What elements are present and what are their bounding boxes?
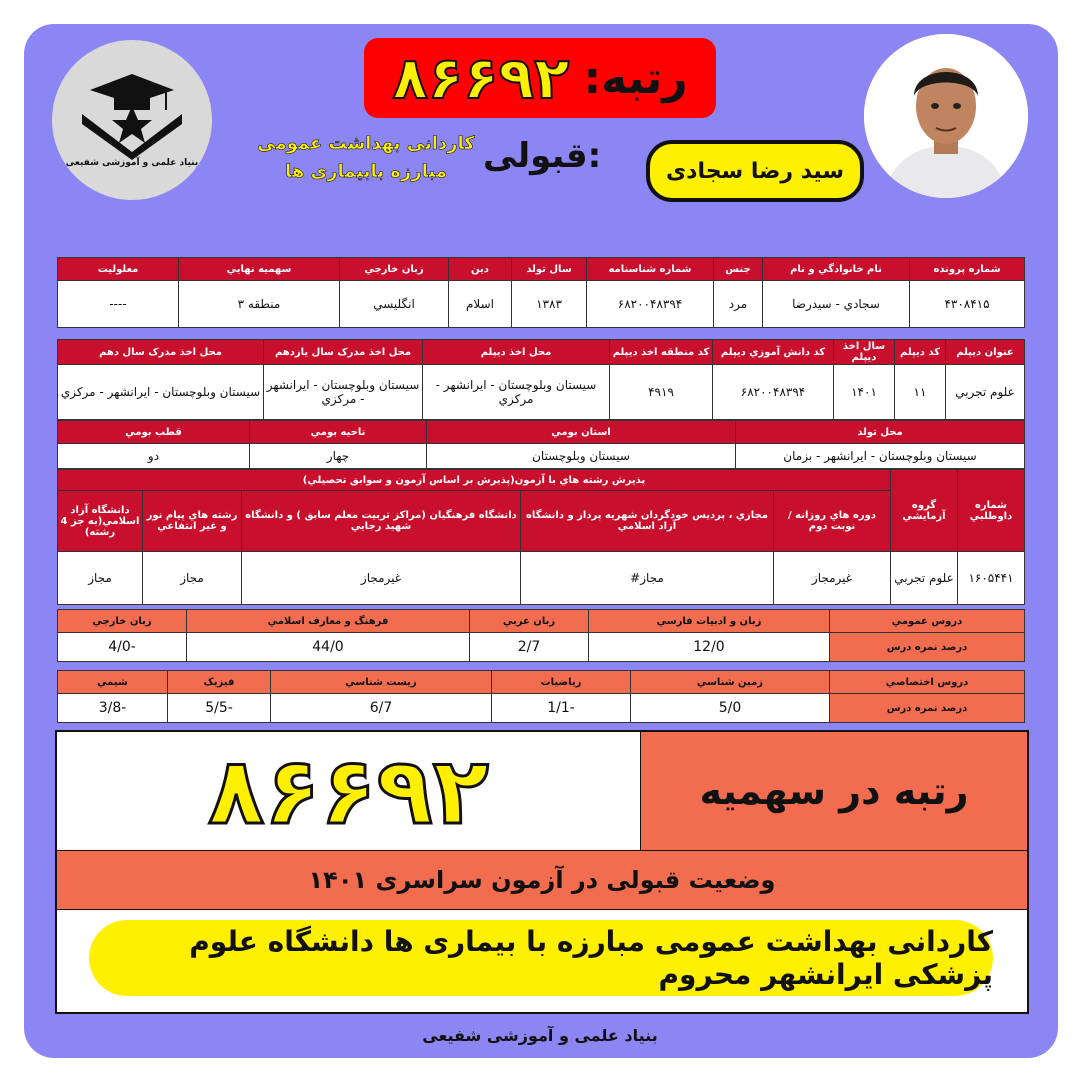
th-birth-year: سال تولد	[512, 258, 587, 281]
th-birthplace: محل تولد	[736, 421, 1025, 444]
th-diploma-year: سال اخذ ديپلم	[834, 340, 895, 365]
diploma-table	[57, 339, 1025, 420]
result-section	[55, 730, 1029, 1014]
accepted-field-line2: مبارزه بابیماری ها	[285, 161, 447, 182]
admission-title: پذيرش رشته هاي با آزمون(پذيرش بر اساس آزمون و سوابق تحصيلي)	[58, 470, 891, 491]
th-file-number: شماره پرونده	[910, 258, 1025, 281]
th-geology: زمين شناسي	[631, 671, 830, 694]
accepted-course: کاردانی بهداشت عمومی مبارزه با بیماری ها دانشگاه علوم پزشکی ایرانشهر محروم	[89, 920, 993, 996]
th-final-quota: سهميه نهايي	[179, 258, 340, 281]
accepted-field-line1: کاردانی بهداشت عمومی	[257, 133, 475, 154]
score-math: -1/1	[492, 694, 631, 723]
rank-box	[364, 38, 716, 118]
score-geology: 5/0	[631, 694, 830, 723]
rank-label: رتبه:	[583, 52, 688, 104]
score-arabic: 2/7	[470, 633, 589, 662]
native-province: سيستان وبلوچستان	[427, 444, 736, 469]
th-foreign-lang-course: زبان خارجي	[58, 610, 187, 633]
azad-university: مجاز	[58, 552, 143, 605]
daily-courses: غيرمجاز	[774, 552, 891, 605]
logo	[52, 40, 212, 200]
grade11-place: سيستان وبلوچستان - ايرانشهر - مرکزي	[264, 365, 423, 420]
native-pole: دو	[58, 444, 250, 469]
birthplace: سيستان وبلوچستان - ايرانشهر - بزمان	[736, 444, 1025, 469]
disability: ----	[58, 281, 179, 328]
th-biology: زيست شناسي	[271, 671, 492, 694]
th-islamic: فرهنگ و معارف اسلامي	[187, 610, 470, 633]
th-full-name: نام خانوادگي و نام	[763, 258, 910, 281]
score-persian: 12/0	[589, 633, 830, 662]
score-foreign-lang: -4/0	[58, 633, 187, 662]
quota-rank-value: ۸۶۶۹۲	[57, 732, 641, 850]
personal-info-table	[57, 257, 1025, 328]
final-quota: منطقه ۳	[179, 281, 340, 328]
admission-table	[57, 469, 1025, 605]
special-courses-label: دروس اختصاصي	[830, 671, 1025, 694]
foreign-language: انگليسي	[340, 281, 449, 328]
th-diploma-place: محل اخذ ديپلم	[423, 340, 610, 365]
accepted-field	[256, 130, 476, 186]
full-name: سجادي - سيدرضا	[763, 281, 910, 328]
th-exam-group: گروه آزمايشي	[891, 470, 958, 552]
th-gender: جنس	[714, 258, 763, 281]
grade10-place: سيستان وبلوچستان - ايرانشهر - مرکزي	[58, 365, 264, 420]
th-chemistry: شيمي	[58, 671, 168, 694]
diploma-title: علوم تجربي	[946, 365, 1025, 420]
native-district: چهار	[250, 444, 427, 469]
exam-group: علوم تجربي	[891, 552, 958, 605]
diploma-code: ۱۱	[895, 365, 946, 420]
accepted-label: قبولی:	[483, 136, 602, 176]
th-grade10-place: محل اخذ مدرک سال دهم	[58, 340, 264, 365]
general-score-label: درصد نمره درس	[830, 633, 1025, 662]
header	[30, 26, 1030, 226]
th-native-province: استان بومي	[427, 421, 736, 444]
score-chemistry: -3/8	[58, 694, 168, 723]
th-virtual-azad: مجازي ، پرديس خودگردان شهريه پرداز و دانشگاه آزاد اسلامي	[521, 491, 774, 552]
diploma-year: ۱۴۰۱	[834, 365, 895, 420]
birth-year: ۱۳۸۳	[512, 281, 587, 328]
rank-value: ۸۶۶۹۲	[392, 44, 570, 112]
diploma-place: سيستان وبلوچستان - ايرانشهر - مرکزي	[423, 365, 610, 420]
score-islamic: 44/0	[187, 633, 470, 662]
th-disability: معلوليت	[58, 258, 179, 281]
th-azad-university: دانشگاه آزاد اسلامي(به جز 4 رشته)	[58, 491, 143, 552]
th-candidate-number: شماره داوطلبي	[958, 470, 1025, 552]
graduation-cap-icon	[52, 44, 212, 164]
th-diploma-region-code: کد منطقه اخذ ديپلم	[610, 340, 713, 365]
th-native-district: ناحيه بومي	[250, 421, 427, 444]
th-native-pole: قطب بومي	[58, 421, 250, 444]
candidate-number: ۱۶۰۵۴۴۱	[958, 552, 1025, 605]
birthplace-table	[57, 420, 1025, 469]
payam-noor: مجاز	[143, 552, 242, 605]
special-score-label: درصد نمره درس	[830, 694, 1025, 723]
quota-rank-label: رتبه در سهمیه	[641, 732, 1027, 850]
student-photo	[864, 34, 1028, 198]
score-biology: 6/7	[271, 694, 492, 723]
th-daily-courses: دوره هاي روزانه / نوبت دوم	[774, 491, 891, 552]
th-grade11-place: محل اخذ مدرک سال يازدهم	[264, 340, 423, 365]
th-arabic: زبان عربي	[470, 610, 589, 633]
id-number: ۶۸۲۰۰۴۸۳۹۴	[587, 281, 714, 328]
gender: مرد	[714, 281, 763, 328]
th-farhangian: دانشگاه فرهنگيان (مراکز تربيت معلم سابق ) و دانشگاه شهيد رجايي	[242, 491, 521, 552]
diploma-region-code: ۴۹۱۹	[610, 365, 713, 420]
th-physics: فيزيک	[168, 671, 271, 694]
logo-text: بنیاد علمی و آموزشی شفیعی	[65, 158, 199, 168]
th-religion: دين	[449, 258, 512, 281]
general-courses-table	[57, 609, 1025, 662]
th-math: رياضيات	[492, 671, 631, 694]
th-diploma-code: کد ديپلم	[895, 340, 946, 365]
diploma-student-code: ۶۸۲۰۰۴۸۳۹۴	[713, 365, 834, 420]
virtual-azad: مجاز#	[521, 552, 774, 605]
th-foreign-language: زبان خارجي	[340, 258, 449, 281]
student-portrait-icon	[864, 34, 1028, 198]
th-id-number: شماره شناسنامه	[587, 258, 714, 281]
religion: اسلام	[449, 281, 512, 328]
th-diploma-student-code: کد دانش آموزي ديپلم	[713, 340, 834, 365]
th-diploma-title: عنوان ديپلم	[946, 340, 1025, 365]
acceptance-status: وضعیت قبولی در آزمون سراسری ۱۴۰۱	[57, 850, 1027, 910]
farhangian: غيرمجاز	[242, 552, 521, 605]
student-name: سید رضا سجادی	[646, 140, 864, 202]
file-number: ۴۳۰۸۴۱۵	[910, 281, 1025, 328]
score-physics: -5/5	[168, 694, 271, 723]
special-courses-table	[57, 670, 1025, 723]
th-persian: زبان و ادبيات فارسي	[589, 610, 830, 633]
th-payam-noor: رشته هاي پيام نور و غير انتفاعي	[143, 491, 242, 552]
general-courses-label: دروس عمومي	[830, 610, 1025, 633]
footer-brand: بنیاد علمی و آموزشی شفیعی	[422, 1026, 658, 1045]
